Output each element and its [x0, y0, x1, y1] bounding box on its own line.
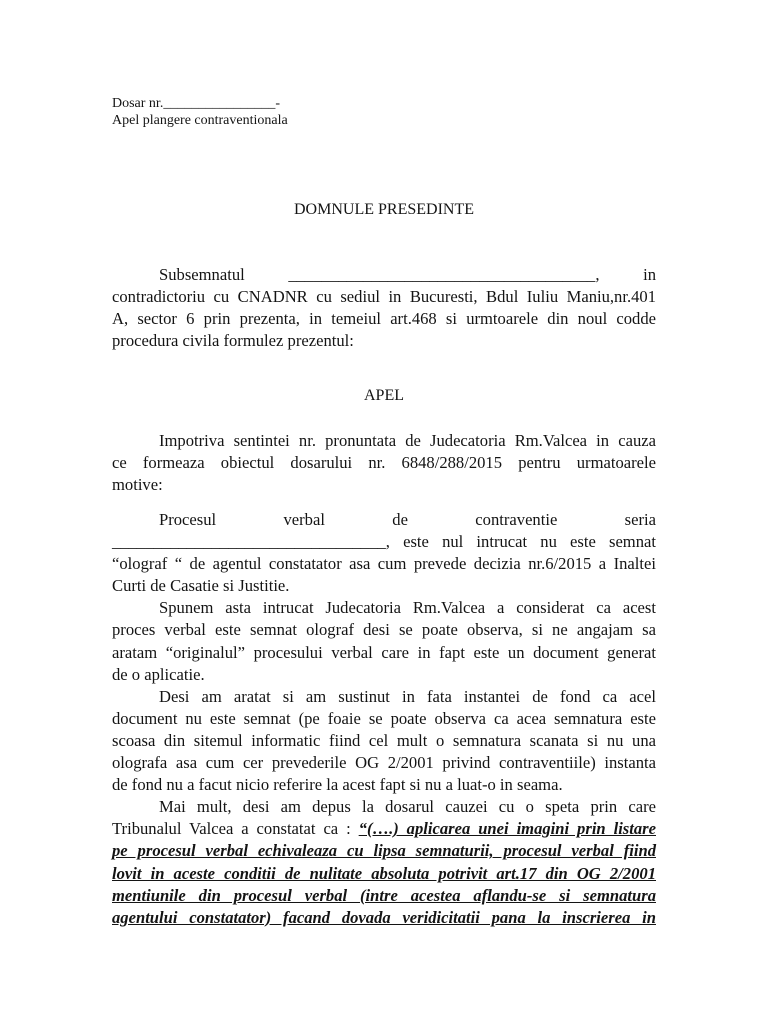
text-line — [112, 730, 656, 752]
text-line — [112, 642, 656, 664]
text-line — [112, 774, 656, 796]
quoted-ruling-text: mentiunile din procesul verbal (intre acestea aflandu-se si semnatura — [112, 885, 656, 905]
line-text: proces verbal este semnat olograf desi se poate observa, si ne angajam sa — [112, 620, 656, 640]
line-text: ce formeaza obiectul dosarului nr. 6848/288/2015 pentru urmatoarele — [112, 453, 656, 473]
text-line — [112, 863, 656, 885]
text-line — [112, 553, 656, 575]
text-line — [112, 619, 656, 641]
line-text: olografa asa cum cer prevederile OG 2/2001 privind contraventiile) instanta — [112, 753, 656, 773]
quoted-ruling-text: agentului constatator) facand dovada veridicitatii pana la inscrierea in — [112, 907, 656, 927]
salutation-heading: DOMNULE PRESEDINTE — [294, 201, 474, 218]
text-line — [112, 840, 656, 862]
line-text: Curti de Casatie si Justitie. — [112, 576, 290, 596]
line-text: aratam “originalul” procesului verbal care in fapt este un document generat — [112, 642, 656, 662]
case-number-line: Dosar nr.________________- — [112, 96, 280, 111]
text-line — [112, 575, 656, 597]
line-text: motive: — [112, 475, 163, 495]
text-line — [112, 686, 656, 708]
text-line — [112, 286, 656, 308]
line-text: contradictoriu cu CNADNR cu sediul in Bucuresti, Bdul Iuliu Maniu,nr.401 — [112, 287, 656, 307]
text-line — [112, 597, 656, 619]
line-text: Desi am aratat si am sustinut in fata instantei de fond ca acel — [159, 686, 656, 706]
text-line — [112, 474, 656, 496]
reasons-body — [112, 509, 656, 929]
text-line — [112, 885, 656, 907]
text-line — [112, 818, 656, 840]
line-text: Procesul verbal de contraventie seria — [159, 510, 656, 529]
line-text: A, sector 6 prin prezenta, in temeiul art.468 si urmtoarele din noul codde — [112, 309, 656, 329]
intro-paragraph — [112, 264, 656, 352]
line-text: _________________________________, este nul intrucat nu este semnat — [112, 532, 656, 552]
text-line — [112, 308, 656, 330]
text-line — [112, 664, 656, 686]
text-line — [112, 330, 656, 352]
line-text: Mai mult, desi am depus la dosarul cauzei cu o speta prin care — [159, 797, 656, 817]
line-text: document nu este semnat (pe foaie se poate observa ca acea semnatura este — [112, 708, 656, 728]
line-text: scoasa din sitemul informatic fiind cel mult o semnatura scanata si nu una — [112, 730, 656, 750]
quoted-ruling-text: lovit in aceste conditii de nulitate absoluta potrivit art.17 din OG 2/2001 — [112, 863, 656, 883]
line-text: Spunem asta intrucat Judecatoria Rm.Valcea a considerat ca acest — [159, 598, 656, 618]
text-line — [112, 708, 656, 730]
line-text: Tribunalul Valcea a constatat ca : — [112, 819, 359, 839]
document-subject: Apel plangere contraventionala — [112, 113, 288, 128]
line-text: Subsemnatul _____________________________________, in — [159, 265, 656, 284]
text-line — [112, 264, 656, 286]
line-text: procedura civila formulez prezentul: — [112, 331, 354, 351]
text-line — [112, 430, 656, 452]
against-paragraph — [112, 430, 656, 496]
text-line — [112, 796, 656, 818]
line-text: de o aplicatie. — [112, 664, 205, 684]
quoted-ruling-text: “(….) aplicarea unei imagini prin listare — [358, 819, 656, 839]
text-line — [112, 752, 656, 774]
line-text: de fond nu a facut nicio referire la acest fapt si nu a luat-o in seama. — [112, 775, 563, 795]
text-line — [112, 452, 656, 474]
text-line — [112, 907, 656, 929]
line-text: “olograf “ de agentul constatator asa cum prevede decizia nr.6/2015 a Inaltei — [112, 554, 656, 574]
quoted-ruling-text: pe procesul verbal echivaleaza cu lipsa semnaturii, procesul verbal fiind — [112, 841, 656, 861]
text-line — [112, 509, 656, 531]
line-text: Impotriva sentintei nr. pronuntata de Judecatoria Rm.Valcea in cauza — [159, 431, 656, 450]
text-line — [112, 531, 656, 553]
apel-heading: APEL — [364, 387, 404, 404]
